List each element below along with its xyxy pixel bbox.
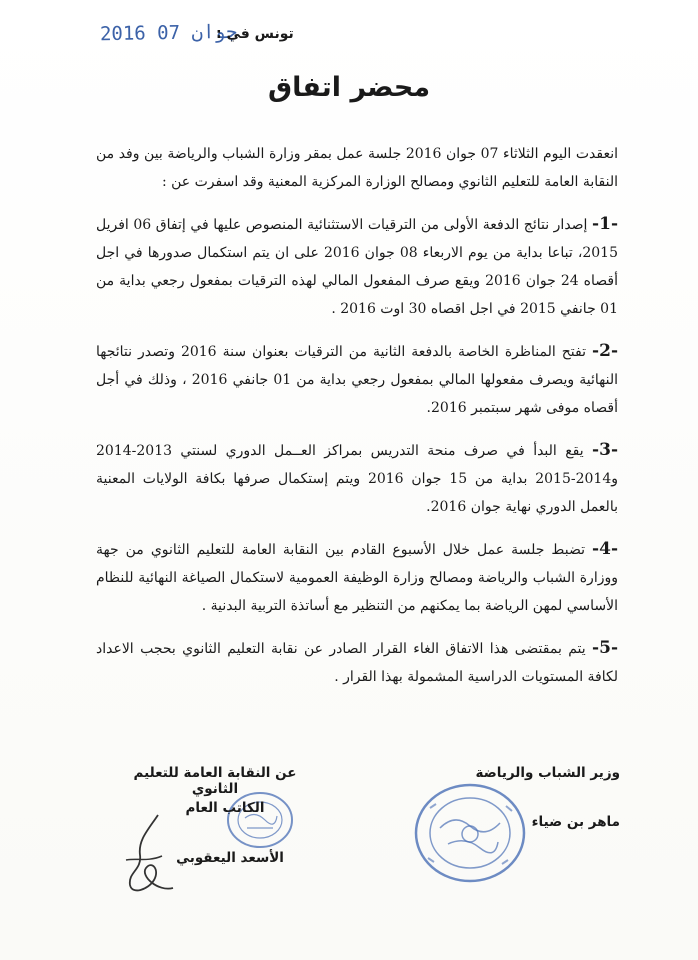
handwritten-signature-icon — [118, 810, 188, 900]
secretary-role: الكاتب العام — [185, 800, 265, 816]
ministry-seal-icon — [410, 778, 530, 888]
agreement-item-2 — [96, 337, 618, 422]
place-label: تونس في : — [216, 26, 294, 42]
item-text: تفتح المناظرة الخاصة بالدفعة الثانية من الترقيات بعنوان سنة 2016 وتصدر نتائجها النهائية ويصرف مفعولها المالي بمفعول رجعي بداية من 01 جانفي 2016 ، وذلك في أجل أقصاه موفى شهر سبتمبر 2016. — [96, 344, 619, 416]
item-number: -2- — [592, 341, 618, 361]
date-stamp: 2016 جوان 07 — [99, 20, 238, 46]
agreement-item-3 — [96, 436, 618, 521]
union-title: عن النقابة العامة للتعليم الثانوي — [133, 765, 297, 797]
agreement-item-4 — [96, 535, 618, 620]
item-number: -1- — [592, 214, 618, 234]
intro-paragraph: انعقدت اليوم الثلاثاء 07 جوان 2016 جلسة عمل بمقر وزارة الشباب والرياضة بين وفد من النقابة العامة للتعليم الثانوي ومصالح الوزارة المركزية المعنية وقد اسفرت عن : — [96, 146, 618, 190]
union-seal-icon — [225, 790, 295, 850]
item-text: إصدار نتائج الدفعة الأولى من الترقيات الاستثنائية المنصوص عليها في إتفاق 06 افريل 2015، تباعا بداية من يوم الاربعاء 08 جوان 2016 على ان يتم استكمال صدورها في اجل أقصاه 24 جوان 2016 ويقع صرف المفعول المالي لهذه الترقيات بمفعول رجعي بداية من 01 جانفي 2015 في اجل اقصاه 30 اوت 2016 . — [96, 217, 618, 317]
minister-name: ماهر بن ضياء — [531, 814, 620, 830]
item-number: -4- — [592, 539, 619, 559]
document-title: محضر اتفاق — [267, 72, 431, 103]
item-number: -3- — [592, 440, 619, 460]
document-body — [96, 140, 618, 705]
secretary-name: الأسعد اليعقوبي — [176, 850, 284, 866]
agreement-item-5 — [96, 634, 618, 691]
item-text: تضبط جلسة عمل خلال الأسبوع القادم بين النقابة العامة للتعليم الثانوي من جهة ووزارة الشباب والرياضة ومصالح وزارة الوظيفة العمومية لاستكمال الصياغة النهائية للنظام الأساسي لمهن الرياضة بما يمكنهم من التنظير مع أساتذة التربية البدنية . — [96, 542, 618, 614]
agreement-item-1 — [96, 210, 618, 323]
item-number: -5- — [592, 638, 618, 658]
minister-title: وزير الشباب والرياضة — [475, 765, 620, 781]
item-text: يقع البدأ في صرف منحة التدريس بمراكز العــمل الدوري لسنتي 2013-2014 و2014-2015 بداية من 15 جوان 2016 ويتم إستكمال صرفها بكافة الولايات المعنية بالعمل الدوري نهاية جوان 2016. — [96, 443, 619, 515]
item-text: يتم بمقتضى هذا الاتفاق الغاء القرار الصادر عن نقابة التعليم الثانوي بحجب الاعداد لكافة المستويات الدراسية المشمولة بهذا القرار . — [96, 641, 618, 685]
